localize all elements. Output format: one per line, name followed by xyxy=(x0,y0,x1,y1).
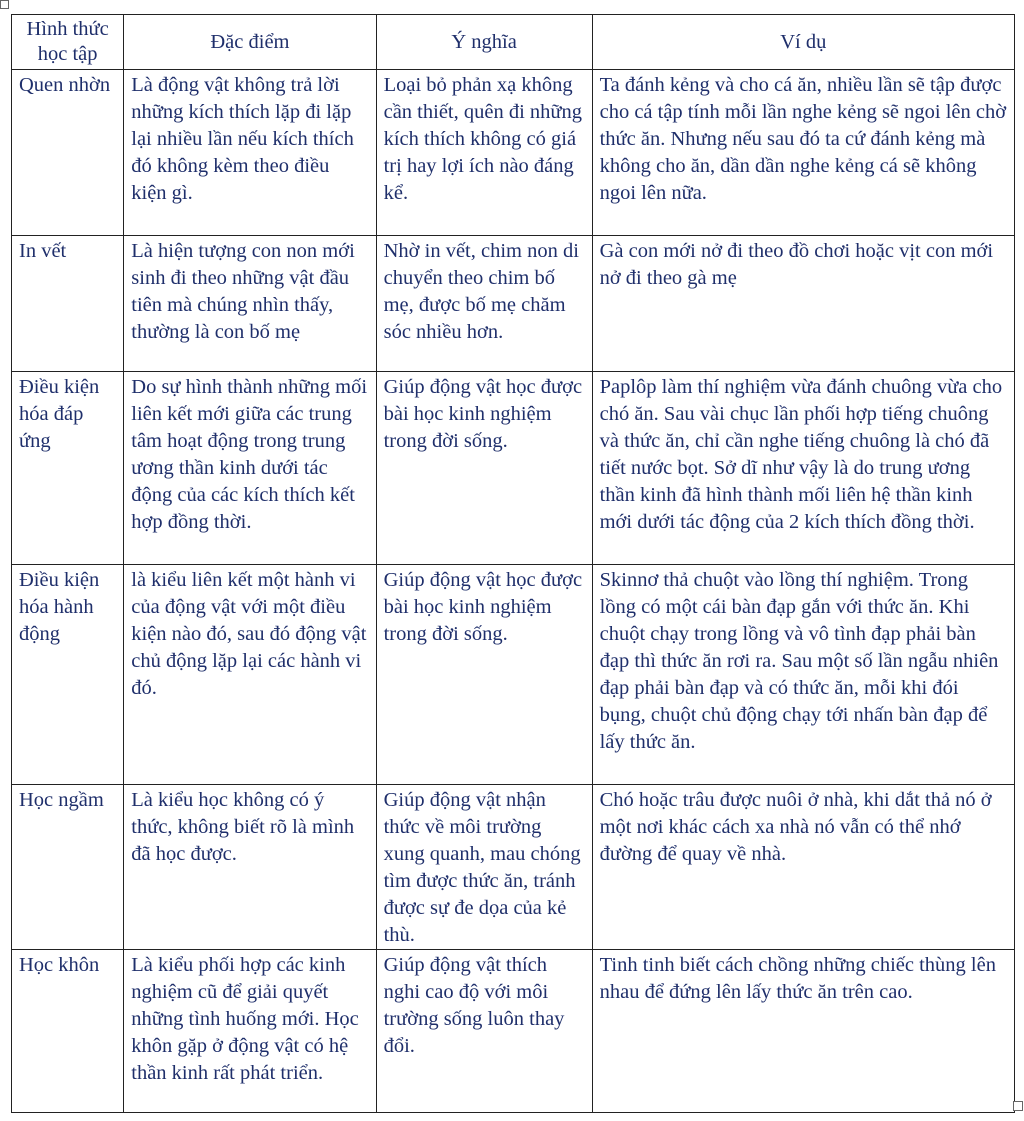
table-resize-handle[interactable] xyxy=(1013,1101,1023,1111)
cell-example: Gà con mới nở đi theo đồ chơi hoặc vịt con mới nở đi theo gà mẹ xyxy=(592,236,1014,372)
cell-meaning: Giúp động vật nhận thức về môi trường xung quanh, mau chóng tìm được thức ăn, tránh được sự đe dọa của kẻ thù. xyxy=(376,785,592,950)
cell-features: Do sự hình thành những mối liên kết mới giữa các trung tâm hoạt động trong trung ương thần kinh dưới tác động của các kích thích kết hợp đồng thời. xyxy=(124,372,376,565)
cell-features: Là kiểu học không có ý thức, không biết rõ là mình đã học được. xyxy=(124,785,376,950)
cell-form: Điều kiện hóa hành động xyxy=(12,565,124,785)
table-row xyxy=(12,236,1015,372)
cell-form: Quen nhờn xyxy=(12,70,124,236)
cell-features: Là hiện tượng con non mới sinh đi theo những vật đầu tiên mà chúng nhìn thấy, thường là con bố mẹ xyxy=(124,236,376,372)
cell-meaning: Giúp động vật học được bài học kinh nghiệm trong đời sống. xyxy=(376,372,592,565)
cell-features: Là kiểu phối hợp các kinh nghiệm cũ để giải quyết những tình huống mới. Học khôn gặp ở động vật có hệ thần kinh rất phát triển. xyxy=(124,950,376,1113)
table-row xyxy=(12,70,1015,236)
table-row xyxy=(12,785,1015,950)
cell-form: Học ngầm xyxy=(12,785,124,950)
cell-meaning: Giúp động vật học được bài học kinh nghiệm trong đời sống. xyxy=(376,565,592,785)
table-row xyxy=(12,372,1015,565)
header-meaning: Ý nghĩa xyxy=(376,15,592,70)
table-row xyxy=(12,950,1015,1113)
table-move-handle[interactable] xyxy=(0,0,9,9)
table-row xyxy=(12,565,1015,785)
cell-example: Skinnơ thả chuột vào lồng thí nghiệm. Trong lồng có một cái bàn đạp gắn với thức ăn. Khi chuột chạy trong lồng và vô tình đạp phải bàn đạp thì thức ăn rơi ra. Sau một số lần ngẫu nhiên đạp phải bàn đạp và có thức ăn, mỗi khi đói bụng, chuột chủ động chạy tới nhấn bàn đạp để lấy thức ăn. xyxy=(592,565,1014,785)
header-form: Hình thức học tập xyxy=(12,15,124,70)
cell-example: Paplôp làm thí nghiệm vừa đánh chuông vừa cho chó ăn. Sau vài chục lần phối hợp tiếng chuông và thức ăn, chỉ cần nghe tiếng chuông là chó đã tiết nước bọt. Sở dĩ như vậy là do trung ương thần kinh đã hình thành mối liên hệ thần kinh mới dưới tác động của 2 kích thích đồng thời. xyxy=(592,372,1014,565)
cell-form: In vết xyxy=(12,236,124,372)
cell-features: là kiểu liên kết một hành vi của động vật với một điều kiện nào đó, sau đó động vật chủ động lặp lại các hành vi đó. xyxy=(124,565,376,785)
header-features: Đặc điểm xyxy=(124,15,376,70)
cell-meaning: Loại bỏ phản xạ không cần thiết, quên đi những kích thích không có giá trị hay lợi ích nào đáng kể. xyxy=(376,70,592,236)
header-example: Ví dụ xyxy=(592,15,1014,70)
cell-example: Chó hoặc trâu được nuôi ở nhà, khi dắt thả nó ở một nơi khác cách xa nhà nó vẫn có thể nhớ đường để quay về nhà. xyxy=(592,785,1014,950)
cell-meaning: Giúp động vật thích nghi cao độ với môi trường sống luôn thay đổi. xyxy=(376,950,592,1113)
cell-example: Ta đánh kẻng và cho cá ăn, nhiều lần sẽ tập được cho cá tập tính mỗi lần nghe kẻng sẽ ngoi lên chờ thức ăn. Nhưng nếu sau đó ta cứ đánh kẻng mà không cho ăn, dần dần nghe kẻng cá sẽ không ngoi lên nữa. xyxy=(592,70,1014,236)
cell-example: Tinh tinh biết cách chồng những chiếc thùng lên nhau để đứng lên lấy thức ăn trên cao. xyxy=(592,950,1014,1113)
learning-forms-table xyxy=(11,14,1015,1113)
cell-form: Điều kiện hóa đáp ứng xyxy=(12,372,124,565)
cell-meaning: Nhờ in vết, chim non di chuyển theo chim bố mẹ, được bố mẹ chăm sóc nhiều hơn. xyxy=(376,236,592,372)
cell-features: Là động vật không trả lời những kích thích lặp đi lặp lại nhiều lần nếu kích thích đó không kèm theo điều kiện gì. xyxy=(124,70,376,236)
cell-form: Học khôn xyxy=(12,950,124,1113)
table-header-row xyxy=(12,15,1015,70)
